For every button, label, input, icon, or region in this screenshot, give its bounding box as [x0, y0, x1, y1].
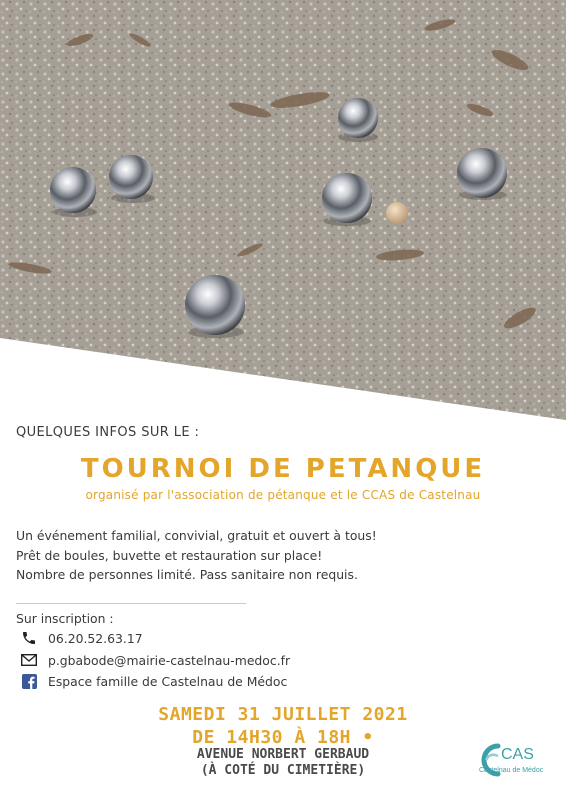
phone-icon — [20, 629, 38, 647]
description-line: Prêt de boules, buvette et restauration sur place! — [16, 547, 323, 563]
description-line: Un événement familial, convivial, gratuit et ouvert à tous! — [16, 528, 377, 543]
event-date: SAMEDI 31 JUILLET 2021 — [158, 704, 408, 725]
event-address-note: (À COTÉ DU CIMETIÈRE) — [200, 763, 366, 778]
email-link[interactable]: p.gbabode@mairie-castelnau-medoc.fr — [48, 652, 291, 668]
facebook-link[interactable]: Espace famille de Castelnau de Médoc — [48, 673, 288, 689]
mail-icon — [20, 651, 38, 669]
description-line: Nombre de personnes limité. Pass sanitaire non requis. — [16, 567, 358, 582]
divider — [16, 603, 246, 604]
contact-email — [20, 651, 290, 669]
facebook-icon — [20, 672, 38, 690]
logo-subtitle: Castelnau de Médoc — [479, 767, 544, 774]
event-description — [16, 526, 377, 585]
phone-number[interactable]: 06.20.52.63.17 — [48, 630, 143, 646]
subtitle: organisé par l'association de pétanque et le CCAS de Castelnau — [85, 488, 481, 502]
event-time: DE 14H30 À 18H • — [192, 727, 374, 748]
inscription-label: Sur inscription : — [16, 611, 114, 626]
contact-phone — [20, 629, 143, 647]
intro-heading: QUELQUES INFOS SUR LE : — [16, 425, 200, 440]
event-address: AVENUE NORBERT GERBAUD — [196, 747, 370, 762]
logo-name: CAS — [501, 746, 534, 763]
contact-facebook — [20, 672, 287, 690]
page-title: TOURNOI DE PETANQUE — [80, 454, 486, 484]
